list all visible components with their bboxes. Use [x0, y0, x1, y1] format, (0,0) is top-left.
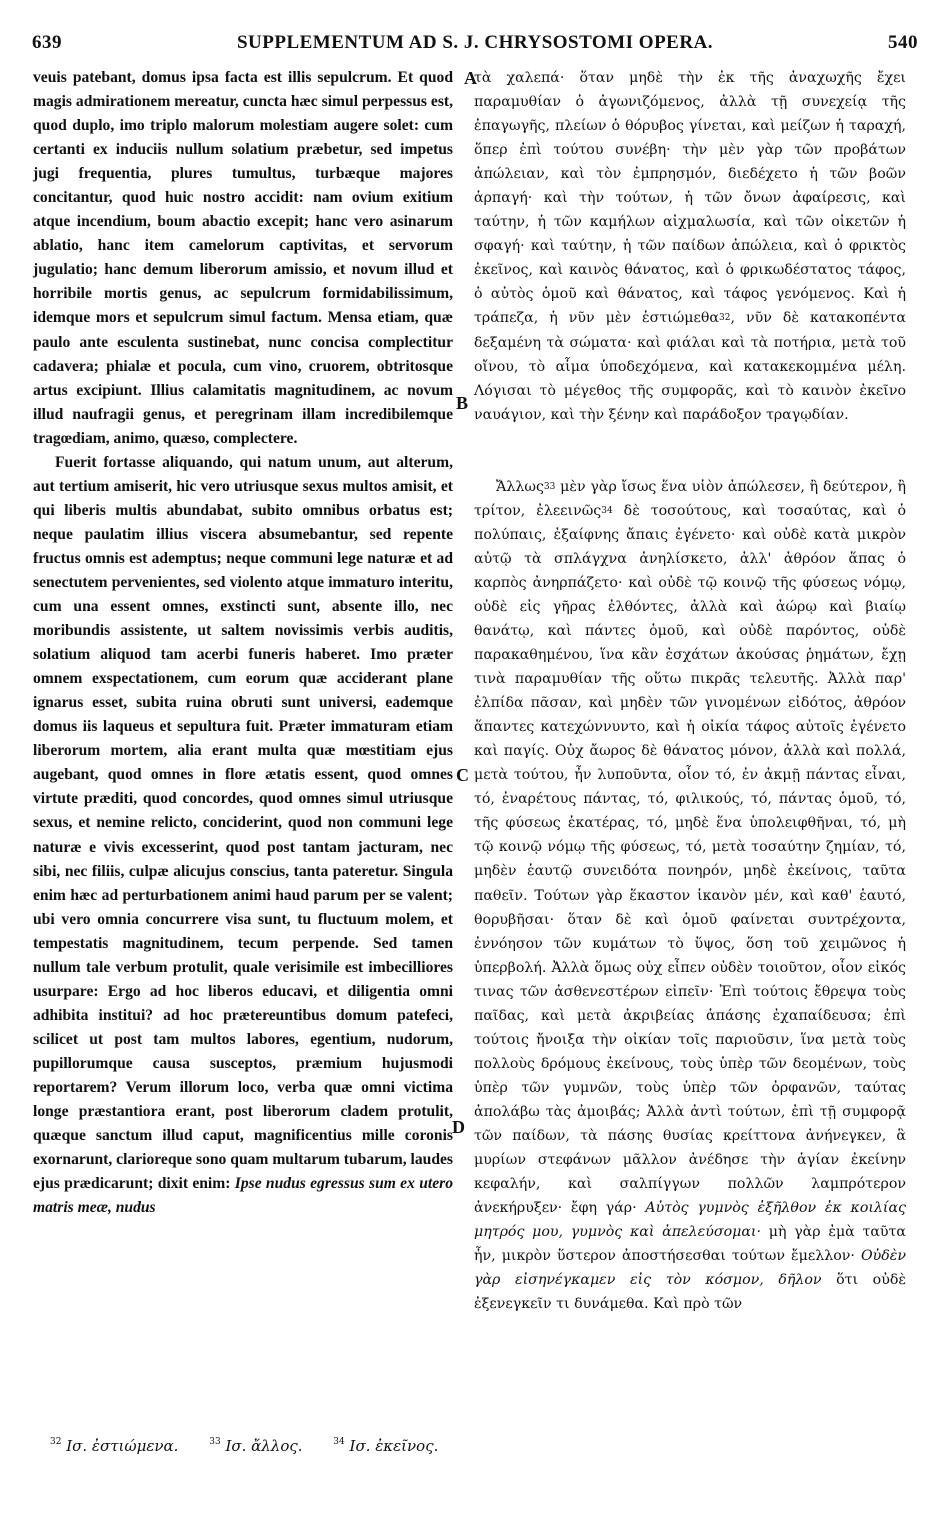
greek-column	[474, 66, 906, 1316]
footnote-34	[333, 1437, 438, 1455]
greek-paragraph-2-d: ὅτι οὐδὲ ἐξενεγκεῖν τι δυνάμεθα. Καὶ πρὸ τῶν	[474, 1272, 907, 1313]
latin-scripture-quote: Ipse nudus egressus sum ex utero matris meæ, nudus	[33, 1175, 454, 1217]
greek-paragraph-2-b: δὲ τοσούτους, καὶ τοσαύτας, καὶ ὁ πολύπαις, ἐξαίφνης ἄπαις ἐγένετο· καὶ οὐδὲ κατὰ μικρὸν αὐτῷ τὰ σπλάγχνα ἀνηλίσκετο, ἀλλ' ἀθρόον ἅπας ὁ καρπὸς ἀνηρπάζετο· καὶ οὐδὲ τῷ κοινῷ τῆς φύσεως νόμῳ, οὐδὲ εἰς γῆρας ἐλθόντες, ἀλλὰ καὶ ἀώρῳ καὶ βιαίῳ θανάτῳ, καὶ πάντες ὁμοῦ, καὶ οὐδὲ παρόντος, οὐδὲ παρακαθημένου, ἵνα κἂν ἐσχάτων ἀκούσας ῥημάτων, ἔχῃ τινὰ παραμυθίαν τῆς οὕτω πικρᾶς τελευτῆς. Ἀλλὰ παρ' ἐλπίδα πᾶσαν, καὶ μηδὲν τῶν γινομένων εἰδότος, ἀθρόον ἅπαντες κατεχώννυντο, καὶ ἡ οἰκία τάφος αὐτοῖς ἐγένετο καὶ παγίς. Οὐχ ἄωρος δὲ θάνατος μόνον, ἀλλὰ καὶ πολλά, μετὰ τούτου, ἦν λυποῦντα, οἷον τό, ἐν ἀκμῇ πάντας εἶναι, τό, ἐναρέτους πάντας, τό, φιλικούς, τό, πάντας ὁμοῦ, τό, τῆς φύσεως ἑκατέρας, τό, μηδὲ ἕνα ὑπολειφθῆναι, τό, μὴ τῷ κοινῷ νόμῳ τῆς φύσεως, τό, μετὰ τοσαύτην ζημίαν, τό, μηδὲν ἑαυτῷ συνειδότα πονηρόν, μηδὲ ἐκείνοις, ταῦτα παθεῖν. Τούτων γὰρ ἕκαστον ἱκανὸν μέν, καὶ καθ' ἑαυτό, θορυβῆσαι· ὅταν δὲ καὶ ὁμοῦ φαίνεται συντρέχοντα, ἐννόησον τῶν κυμάτων τὸ ὕψος, ὅση τοῦ χειμῶνος ἡ ὑπερβολή. Ἀλλὰ ὅμως οὐχ εἶπεν οὐδὲν τοιοῦτον, οἷον εἰκός τινας τῶν ἀσθενεστέρων εἰπεῖν· Ἐπὶ τούτοις ἔθρεψα τοὺς παῖδας, καὶ μετὰ ἀκριβείας ἁπάσης ἐχαπαίδευσα; ἐπὶ τούτοις ἤνοιξα τὴν οἰκίαν τοῖς παριοῦσιν, ἵνα μετὰ τοὺς πολλοὺς δρόμους ἐκείνους, τοὺς ὑπὲρ τῶν δεομένων, τοὺς ὑπὲρ τῶν γυμνῶν, τοὺς ὑπὲρ τῶν ὀρφανῶν, ταύτας ἀπολάβω τὰς ἀμοιβάς; Ἀλλὰ ἀντὶ τούτων, ἐπὶ τῇ συμφορᾷ τῶν παίδων, τὰ πάσης θυσίας κρείττονα ἀνήνεγκεν, ἃ μυρίων στεφάνων μᾶλλον ἀνέδησε τὴν ἁγίαν ἐκείνην κεφαλήν, καὶ σαλπίγγων πολλῶν λαμπρότερον ἀνεκήρυξεν· ἔφη γάρ·	[474, 502, 907, 1217]
paragraph-gap	[474, 427, 906, 475]
greek-paragraph-1	[474, 66, 906, 427]
greek-paragraph-2	[474, 475, 906, 1317]
footnotes	[50, 1437, 464, 1455]
footnote-ref-32: 32	[719, 313, 731, 324]
greek-paragraph-2-a: μὲν γὰρ ἴσως ἕνα υἱὸν ἀπώλεσεν, ἢ δεύτερον, ἢ τρίτον, ἐλεεινῶς	[474, 478, 906, 519]
latin-column	[33, 66, 453, 1220]
footnote-32	[50, 1437, 178, 1455]
margin-marker-a: A	[464, 68, 477, 88]
latin-paragraph-2	[33, 451, 453, 1221]
margin-marker-d: D	[452, 1117, 465, 1137]
footnote-ref-34: 34	[601, 505, 613, 516]
greek-paragraph-2-c: μὴ γὰρ ἐμὰ ταῦτα ἦν, μικρὸν ὕστερον ἀποστήσεσθαι τούτων ἔμελλον·	[474, 1224, 906, 1265]
footnote-number: 34	[333, 1437, 345, 1447]
greek-scripture-quote-2: Οὐδὲν γὰρ εἰσηνέγκαμεν εἰς τὸν κόσμον, δῆλον	[474, 1248, 906, 1289]
greek-scripture-quote-1: Αὐτὸς γυμνὸς ἐξῆλθον ἐκ κοιλίας μητρός μου, γυμνὸς καὶ ἀπελεύσομαι·	[474, 1200, 907, 1241]
margin-marker-b: B	[456, 393, 469, 413]
greek-paragraph-1-text: τὰ χαλεπά· ὅταν μηδὲ τὴν ἐκ τῆς ἀναχωχῆς ἔχει παραμυθίαν ὁ ἀγωνιζόμενος, ἀλλὰ τῇ συνεχείᾳ τῆς ἐπαγωγῆς, πλείων ὁ θόρυβος γίνεται, καὶ μείζων ἡ ταραχή, ὅπερ ἐπὶ τούτου συνέβη· τὴν μὲν γὰρ τῶν προβάτων ἀπώλειαν, καὶ τὸν ἐμπρησμόν, διεδέχετο ἡ τῶν βοῶν ἁρπαγή· καὶ τὴν τούτων, ἡ τῶν ὄνων ἀφαίρεσις, καὶ ταύτην, ἡ τῶν καμήλων αἰχμαλωσία, καὶ τῶν οἰκετῶν ἡ σφαγή· καὶ ταύτην, ἡ τῶν παίδων ἀπώλεια, καὶ ὁ φρικτὸς ἐκεῖνος, καὶ καινὸς θάνατος, καὶ ὁ φρικωδέστατος τάφος, ὁ αὐτὸς ὁμοῦ καὶ θάνατος, καὶ τάφος γενόμενος. Καὶ ἡ τράπεζα, ἡ νῦν μὲν ἑστιώμεθα	[474, 70, 906, 327]
greek-paragraph-1-tail: , νῦν δὲ κατακοπέντα δεξαμένη τὰ σώματα· καὶ φιάλαι καὶ τὰ ποτήρια, μετὰ τοῦ οἴνου, τὸ αἷμα ὑποδεχόμενα, καὶ κατακεκομμένα μέλη. Λόγισαι τὸ μέγεθος τῆς συμφορᾶς, καὶ τὸ καινὸν ἐκεῖνο ναυάγιον, καὶ τὴν ξένην καὶ παράδοξον τραγῳδίαν.	[474, 310, 906, 423]
footnote-ref-33: 33	[543, 481, 556, 492]
footnote-33	[209, 1437, 302, 1455]
latin-paragraph-2-text: Fuerit fortasse aliquando, qui natum unum, aut alterum, aut tertium amiserit, hic vero utriusque sexus multos amisit, et qui liberis multis abundabat, subito omnibus orbatus est; neque paulatim illius viscera absumebantur, sed repente fructus omnis est ademptus; neque communi lege naturæ et ad senectutem pervenientes, sed violento atque immaturo interitu, cum una essent omnes, exstincti sunt, absente illo, nec moribundis assistente, ut saltem novissimis verbis auditis, solatium aliquod tam acerbi funeris haberet. Imo præter omnem exspectationem, cum eorum quæ acciderant plane ignarus esset, subita ruina obruti sunt universi, eademque domus iis laqueus et sepultura fuit. Præter immaturam etiam liberorum mortem, alia erant multa quæ mœstitiam ejus augebant, quod omnes in flore ætatis essent, quod omnes virtute præditi, quod concordes, quod omnes simul utriusque sexus, et nemine relicto, conciderint, quod non communi lege naturæ e vivis excesserint, quod post tantam jacturam, nec sibi, nec filiis, culpæ alicujus conscius, tanta pateretur. Singula enim hæc ad perturbationem animi haud parum per se valent; ubi vero omnia concurrere visa sunt, tu fluctuum molem, et tempestatis magnitudinem, tecum perpende. Sed tamen nullum tale verbum protulit, quale verisimile est imbecilliores usurpare: Ergo ad hoc liberos educavi, et diligentia omni adhibita institui? ad hoc prætereuntibus domum patefeci, scilicet ut post tam multos labores, egentium, nudorum, pupillorumque causa susceptos, præmium hujusmodi reportarem? Verum illorum loco, verba quæ omni victima longe præstantiora erant, post liberorum cladem protulit, quæque sanctum illud caput, magnificentius mille coronis exornarunt, clarioreque sono quam multarum tubarum, laudes ejus prædicarunt; dixit enim:	[33, 453, 453, 1193]
latin-paragraph-1: veuis patebant, domus ipsa facta est illis sepulcrum. Et quod magis admirationem mereatur, cuncta hæc simul perpessus est, quod duplo, imo triplo malorum molestiam augere solet: cum certanti ex induciis nullum solatium præbetur, sed impetus jugi frequentia, plures tumultus, turbæque majores concitantur, quod huic nostro accidit: nam ovium exitium atque incendium, boum abactio excepit; hanc vero asinarum ablatio, hanc item camelorum captivitas, et servorum jugulatio; hanc demum liberorum amissio, et novum illud et horribile mortis genus, ac sepulcrum formidabilissimum, idemque mors et sepulcrum simul factum. Mensa etiam, quæ paulo ante esculenta sustinebat, nunc concisa complectitur cadavera; phialæ et pocula, cum vino, cruorem, obtritosque artus excipiunt. Illius calamitatis magnitudinem, ac novum illud naufragii genus, et peregrinam illam incredibilemque tragœdiam, animo, quæso, complectere.	[33, 69, 453, 447]
page-number-right: 540	[888, 32, 918, 53]
footnote-number: 33	[209, 1437, 221, 1447]
footnote-text: Ισ. ἐκεῖνος.	[349, 1437, 439, 1455]
page-header	[32, 32, 918, 62]
margin-marker-c: C	[456, 765, 469, 785]
footnote-text: Ισ. ἐστιώμενα.	[66, 1437, 179, 1455]
greek-paragraph-2-start: Ἄλλως	[496, 478, 544, 495]
footnote-number: 32	[50, 1437, 62, 1447]
page-number-left: 639	[32, 32, 62, 53]
footnote-text: Ισ. ἄλλος.	[225, 1437, 303, 1455]
running-title: SUPPLEMENTUM AD S. J. CHRYSOSTOMI OPERA.	[236, 32, 714, 53]
